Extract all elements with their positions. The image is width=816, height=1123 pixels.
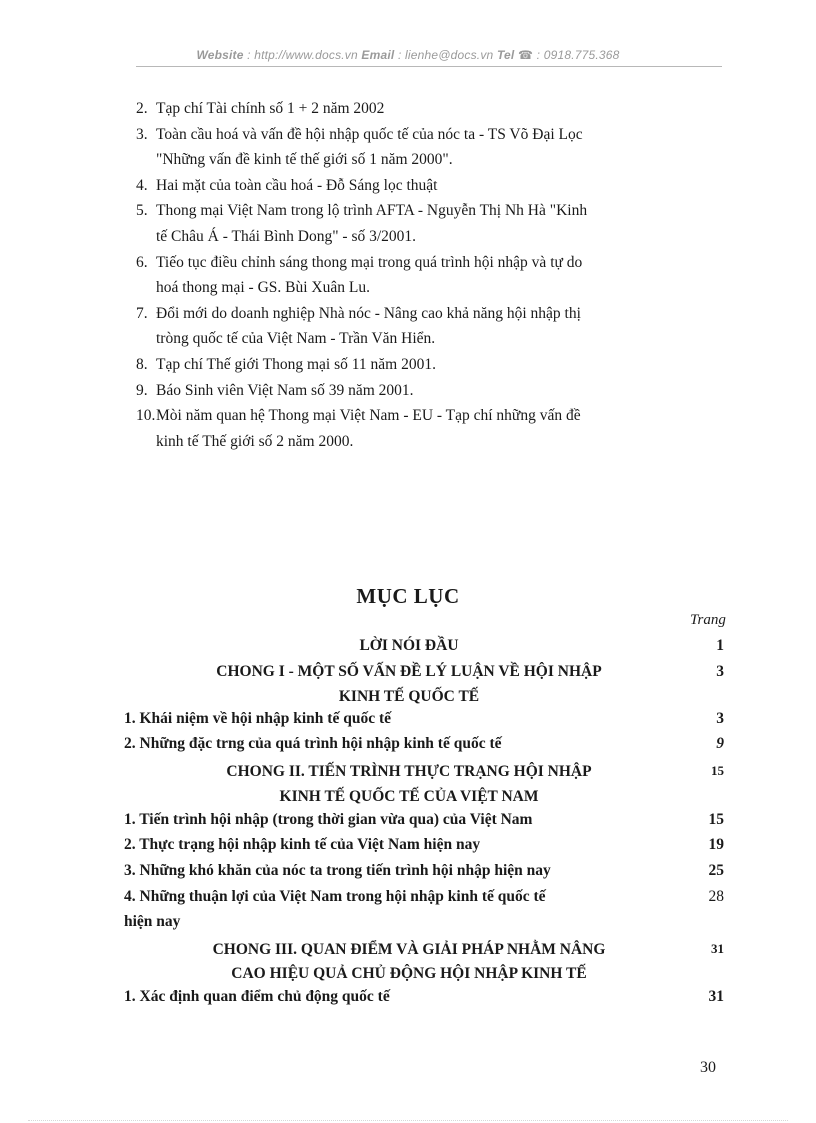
reference-item	[136, 378, 720, 404]
reference-item	[136, 198, 720, 249]
reference-text: Mòi năm quan hệ Thong mại Việt Nam - EU - Tạp chí những vấn đề	[156, 407, 581, 425]
toc-entry-title: 4. Những thuận lợi của Việt Nam trong hội nhập kinh tế quốc tế	[124, 888, 546, 905]
toc-entry-title: CHONG I - MỘT SỐ VẤN ĐỀ LÝ LUẬN VỀ HỘI NHẬP	[216, 663, 602, 680]
toc-entry-page: 3	[716, 663, 724, 680]
reference-text: Báo Sinh viên Việt Nam số 39 năm 2001.	[156, 381, 414, 399]
reference-text: Toàn cầu hoá và vấn đề hội nhập quốc tế của nóc ta - TS Võ Đại Lọc	[156, 125, 583, 143]
reference-number: 10.	[136, 407, 156, 425]
footer-divider	[28, 1120, 788, 1121]
toc-entry[interactable]	[124, 811, 724, 829]
toc-title: MỤC LỤC	[356, 584, 460, 608]
reference-text: Thong mại Việt Nam trong lộ trình AFTA - Nguyễn Thị Nh Hà "Kinh	[156, 202, 588, 220]
reference-number: 6.	[136, 253, 148, 271]
reference-item	[136, 403, 720, 454]
toc-entry[interactable]	[124, 965, 724, 983]
reference-number: 9.	[136, 381, 148, 399]
page-number: 30	[700, 1059, 716, 1076]
header-divider	[136, 66, 722, 67]
reference-item	[136, 96, 720, 122]
website-label: Website	[196, 48, 244, 62]
reference-item	[136, 301, 720, 352]
toc-entry[interactable]	[124, 688, 724, 706]
reference-text: tế Châu Á - Thái Bình Dong" - số 3/2001.	[156, 227, 417, 245]
reference-number: 8.	[136, 355, 148, 373]
page-header	[0, 48, 816, 62]
toc-entry-page: 31	[711, 941, 724, 956]
reference-text: hoá thong mại - GS. Bùi Xuân Lu.	[156, 279, 370, 297]
reference-number: 2.	[136, 100, 148, 117]
reference-text: kinh tế Thế giới số 2 năm 2000.	[156, 432, 354, 450]
toc-entry-title: CHONG III. QUAN ĐIỂM VÀ GIẢI PHÁP NHẰM NÂNG	[212, 941, 606, 958]
toc-entry-page: 1	[716, 637, 724, 654]
toc-entry-page: 3	[716, 710, 724, 727]
toc-entry-title: LỜI NÓI ĐẦU	[359, 637, 459, 654]
toc-entry-page: 15	[708, 811, 724, 828]
toc-entry-title: KINH TẾ QUỐC TẾ CỦA VIỆT NAM	[279, 788, 539, 805]
toc-entry[interactable]	[124, 637, 724, 655]
toc-entry-page: 15	[711, 763, 724, 778]
toc-entry[interactable]	[124, 788, 724, 806]
toc-entry-title: hiện nay	[124, 913, 181, 930]
toc-entry[interactable]	[124, 763, 724, 781]
toc-entry[interactable]	[124, 862, 724, 880]
toc-entry-title: 1. Khái niệm về hội nhập kinh tế quốc tế	[124, 710, 391, 727]
toc-entry-title: 2. Những đặc trng của quá trình hội nhập kinh tế quốc tế	[124, 735, 502, 752]
toc-entry-title: 1. Xác định quan điểm chủ động quốc tế	[124, 988, 390, 1005]
toc-entry[interactable]	[124, 836, 724, 854]
toc-entry-page: 31	[708, 988, 724, 1005]
reference-item	[136, 173, 720, 199]
toc-entry-title: 3. Những khó khăn của nóc ta trong tiến trình hội nhập hiện nay	[124, 862, 551, 879]
toc-entry[interactable]	[124, 913, 724, 931]
toc-entry-title: 2. Thực trạng hội nhập kinh tế của Việt Nam hiện nay	[124, 836, 481, 853]
website-value[interactable]: : http://www.docs.vn	[243, 48, 362, 62]
toc-page-column-label: Trang	[690, 612, 726, 628]
toc-entry-page: 25	[708, 862, 724, 879]
toc-entry-title: KINH TẾ QUỐC TẾ	[338, 688, 480, 705]
toc-entry[interactable]	[124, 988, 724, 1006]
toc-entry-title: 1. Tiến trình hội nhập (trong thời gian vừa qua) của Việt Nam	[124, 811, 533, 828]
tel-value: ☎ : 0918.775.368	[514, 48, 620, 62]
toc-entry[interactable]	[124, 941, 724, 959]
toc-entry-title: CHONG II. TIẾN TRÌNH THỰC TRẠNG HỘI NHẬP	[226, 763, 592, 780]
reference-item	[136, 250, 720, 301]
reference-text: Đổi mới do doanh nghiệp Nhà nóc - Nâng cao khả năng hội nhập thị	[156, 304, 581, 322]
reference-number: 5.	[136, 202, 148, 220]
reference-text: Tạp chí Thế giới Thong mại số 11 năm 2001.	[156, 355, 436, 373]
reference-number: 3.	[136, 125, 148, 143]
email-label: Email	[361, 48, 395, 62]
toc-entry-title: CAO HIỆU QUẢ CHỦ ĐỘNG HỘI NHẬP KINH TẾ	[231, 965, 587, 982]
reference-number: 7.	[136, 304, 148, 322]
reference-list	[136, 96, 720, 454]
email-value[interactable]: : lienhe@docs.vn	[394, 48, 497, 62]
toc-entry[interactable]	[124, 710, 724, 728]
reference-text: Tiếo tục điều chỉnh sáng thong mại trong quá trình hội nhập và tự do	[156, 253, 583, 271]
reference-text: "Những vấn đề kinh tế thế giới số 1 năm 2000".	[156, 151, 453, 169]
reference-item	[136, 352, 720, 378]
toc-entry-page: 9	[716, 735, 724, 752]
reference-text: Hai mặt của toàn cầu hoá - Đỗ Sáng lọc thuật	[156, 176, 438, 194]
toc-entry-page: 19	[708, 836, 724, 853]
tel-label: Tel	[496, 48, 515, 62]
reference-number: 4.	[136, 176, 148, 194]
toc-entry[interactable]	[124, 735, 724, 753]
reference-text: Tạp chí Tài chính số 1 + 2 năm 2002	[156, 100, 385, 117]
toc-entry-page: 28	[708, 888, 724, 905]
toc-entry[interactable]	[124, 888, 724, 906]
reference-item	[136, 122, 720, 173]
reference-text: tròng quốc tế của Việt Nam - Trần Văn Hiển.	[156, 330, 436, 348]
toc-entry[interactable]	[124, 663, 724, 681]
